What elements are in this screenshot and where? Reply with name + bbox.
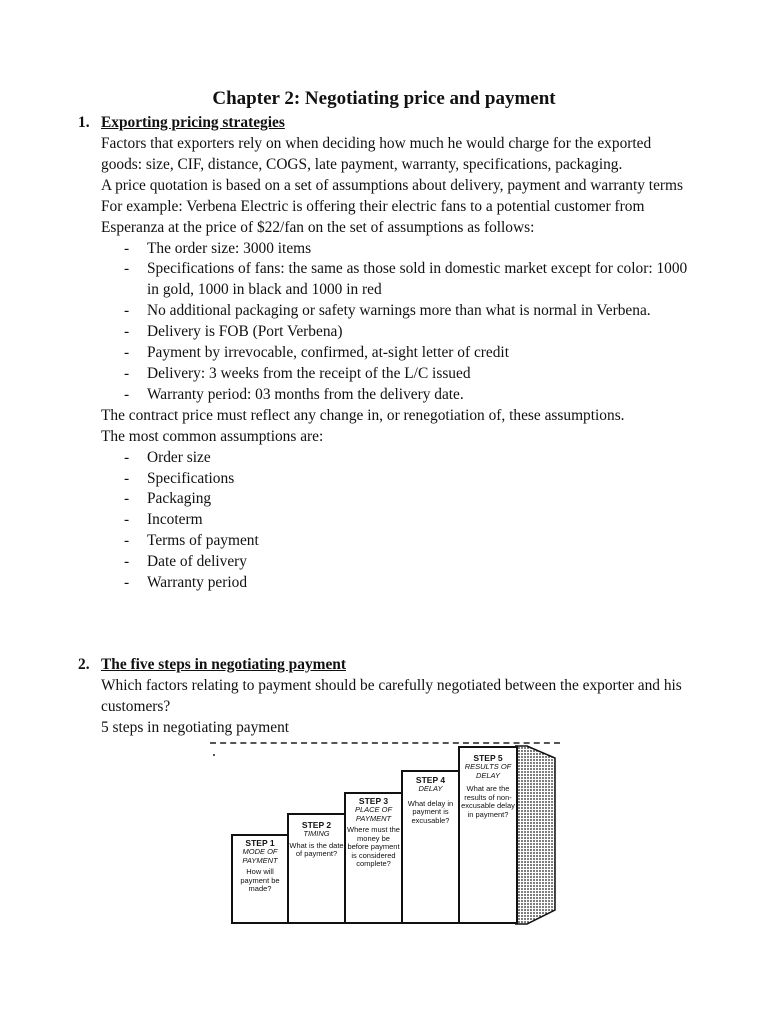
list-item: - Warranty period: 03 months from the delivery date. xyxy=(101,385,691,406)
paragraph: 5 steps in negotiating payment xyxy=(101,718,290,736)
section-2-heading xyxy=(78,655,346,676)
step-4-head: STEP 4 xyxy=(415,775,446,785)
section-1-heading xyxy=(78,113,285,134)
step-3-question: Where must the money be before payment is considered complete? xyxy=(347,825,400,868)
step-2-question: What is the date of payment? xyxy=(289,840,344,858)
section-1-title: Exporting pricing strategies xyxy=(101,114,285,131)
step-4-name: DELAY xyxy=(418,784,443,793)
common-assumption-list xyxy=(101,448,691,594)
section-1-number: 1. xyxy=(78,114,90,131)
paragraph: Which factors relating to payment should be carefully negotiated between the exporter and his customers? xyxy=(101,677,682,715)
list-item: - Order size xyxy=(101,448,691,469)
section-1-body xyxy=(101,134,691,594)
step-4-question: What delay in payment is excusable? xyxy=(407,798,454,825)
five-steps-staircase-figure xyxy=(205,742,565,932)
step-3-name: PLACE OF PAYMENT xyxy=(354,805,393,823)
list-item: - Packaging xyxy=(101,489,691,510)
figure-scan-speck xyxy=(213,754,215,756)
section-2-number: 2. xyxy=(78,656,90,673)
step-5-name: RESULTS OF DELAY xyxy=(464,762,512,780)
step-3-head: STEP 3 xyxy=(358,796,389,806)
list-item: - Warranty period xyxy=(101,573,691,594)
figure-scan-line xyxy=(210,742,560,744)
step-1-name: MODE OF PAYMENT xyxy=(242,847,278,865)
step-4-box xyxy=(401,770,460,924)
assumption-list xyxy=(101,239,691,406)
paragraph: The contract price must reflect any change in, or renegotiation of, these assumptions. xyxy=(101,406,625,424)
step-5-head: STEP 5 xyxy=(473,753,503,763)
list-item: - The order size: 3000 items xyxy=(101,239,691,260)
step-2-box xyxy=(287,813,346,924)
step-side-shading xyxy=(515,744,563,926)
step-2-head: STEP 2 xyxy=(301,820,332,830)
step-2-name: TIMING xyxy=(303,829,330,838)
paragraph: A price quotation is based on a set of assumptions about delivery, payment and warranty terms xyxy=(101,176,683,194)
step-5-question: What are the results of non-excusable delay in payment? xyxy=(461,784,515,819)
list-item: - Specifications of fans: the same as those sold in domestic market except for color: 1000 in gold, 1000 in black and 1000 in red xyxy=(101,259,691,301)
list-item: - Delivery is FOB (Port Verbena) xyxy=(101,322,691,343)
step-1-head: STEP 1 xyxy=(245,838,275,848)
paragraph: For example: Verbena Electric is offering their electric fans to a potential customer from Esperanza at the price of $22/fan on the set of assumptions as follows: xyxy=(101,197,645,236)
list-item: - Payment by irrevocable, confirmed, at-sight letter of credit xyxy=(101,343,691,364)
step-5-box xyxy=(458,746,518,924)
list-item: - Terms of payment xyxy=(101,531,691,552)
list-item: - Specifications xyxy=(101,469,691,490)
step-3-box xyxy=(344,792,403,924)
section-2-title: The five steps in negotiating payment xyxy=(101,656,346,673)
section-2-body xyxy=(101,676,691,739)
paragraph: The most common assumptions are: xyxy=(101,427,324,445)
list-item: - No additional packaging or safety warnings more than what is normal in Verbena. xyxy=(101,301,691,322)
list-item: - Incoterm xyxy=(101,510,691,531)
chapter-title: Chapter 2: Negotiating price and payment xyxy=(212,88,556,109)
step-1-question: How will payment be made? xyxy=(240,867,280,893)
list-item: - Date of delivery xyxy=(101,552,691,573)
step-1-box xyxy=(231,834,289,924)
paragraph: Factors that exporters rely on when deciding how much he would charge for the exported goods: size, CIF, distance, COGS, late payment, warranty, specifications, packaging. xyxy=(101,135,652,173)
list-item: - Delivery: 3 weeks from the receipt of the L/C issued xyxy=(101,364,691,385)
